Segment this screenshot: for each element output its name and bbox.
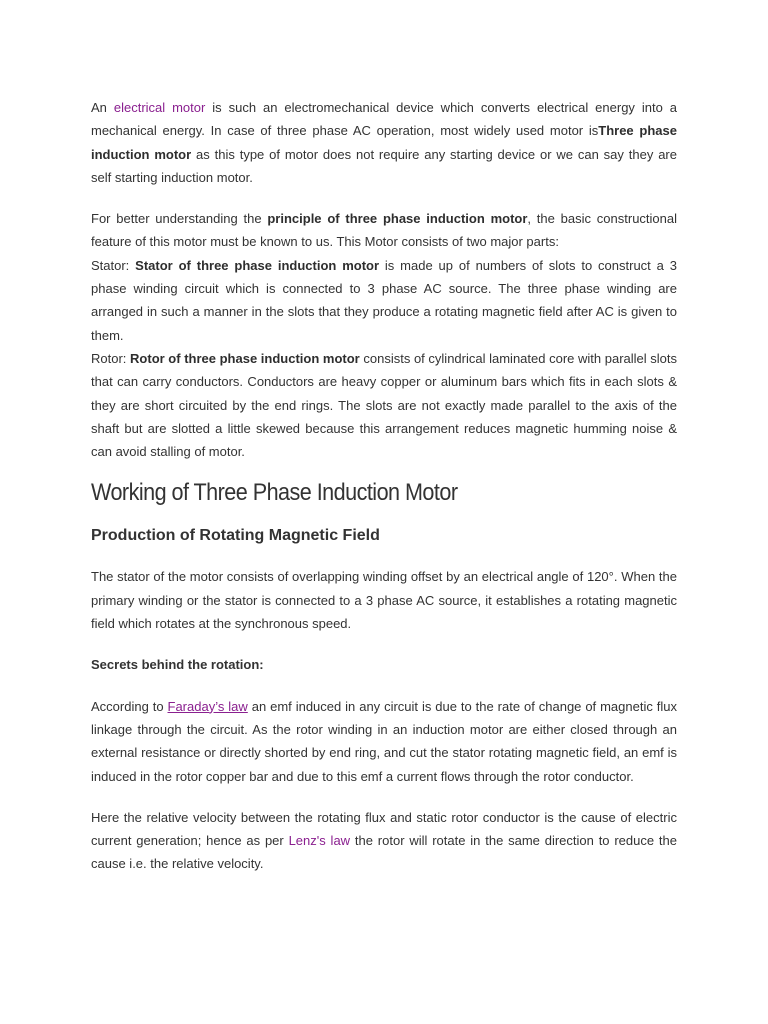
rotor-paragraph <box>91 347 677 463</box>
intro-paragraph <box>91 96 677 189</box>
lenz-paragraph <box>91 806 677 876</box>
bold-term: Stator of three phase induction motor <box>135 257 380 273</box>
text-run: is such an electromechanical device which converts electrical energy into a mechanical energy. In case of three phase AC operation, most widely used motor is <box>91 100 678 139</box>
rotor-label: Rotor: <box>91 350 131 366</box>
construction-paragraph <box>91 207 677 254</box>
bold-term: Rotor of three phase induction motor <box>130 350 360 366</box>
text-run: as this type of motor does not require any starting device or we can say they are self starting induction motor. <box>91 146 677 185</box>
faradays-law-link[interactable]: Faraday’s law <box>167 698 248 714</box>
text-run: For better understanding the <box>91 211 268 227</box>
stator-paragraph <box>91 254 677 347</box>
bold-term: Three phase induction motor <box>91 123 677 162</box>
stator-label: Stator: <box>91 257 136 273</box>
lenzs-law-link[interactable]: Lenz's law <box>288 833 351 849</box>
bold-term: principle of three phase induction motor <box>267 211 528 227</box>
text-run: An <box>91 100 114 115</box>
text-run: is made up of numbers of slots to construct a 3 phase winding circuit which is connected to 3 phase AC source. The three phase winding are arranged in such a manner in the slots that they produce a rotating magnetic field after AC is given to them. <box>91 257 677 343</box>
text-run: consists of cylindrical laminated core with parallel slots that can carry conductors. Conductors are heavy copper or aluminum bars which fits in each slots & they are short circuited by the end rings. The slots are not exactly made parallel to the axis of the shaft but are slotted a little skewed because this arrangement reduces magnetic humming noise & can avoid stalling of motor. <box>91 350 678 460</box>
working-heading: Working of Three Phase Induction Motor <box>91 479 458 507</box>
rotating-field-paragraph: The stator of the motor consists of overlapping winding offset by an electrical angle of 120°. When the primary winding or the stator is connected to a 3 phase AC source, it establishes a rotating magnetic field which rotates at the synchronous speed. <box>91 569 677 632</box>
electrical-motor-link[interactable]: electrical motor <box>113 100 206 115</box>
faraday-paragraph <box>91 695 677 788</box>
text-run: , the basic constructional feature of this motor must be known to us. This Motor consists of two major parts: <box>91 211 677 250</box>
text-run: Here the relative velocity between the rotating flux and static rotor conductor is the cause of electric current generation; hence as per <box>91 809 677 849</box>
text-run: the rotor will rotate in the same direction to reduce the cause i.e. the relative velocity. <box>91 833 677 872</box>
secrets-heading: Secrets behind the rotation: <box>91 657 264 673</box>
text-run: According to <box>91 698 168 714</box>
document-page <box>91 96 677 876</box>
rotating-field-subheading: Production of Rotating Magnetic Field <box>91 527 380 545</box>
text-run: an emf induced in any circuit is due to the rate of change of magnetic flux linkage through the circuit. As the rotor winding in an induction motor are either closed through an external resistance or directly shorted by end ring, and cut the stator rotating magnetic field, an emf is induced in the rotor copper bar and due to this emf a current flows through the rotor conductor. <box>91 698 677 784</box>
